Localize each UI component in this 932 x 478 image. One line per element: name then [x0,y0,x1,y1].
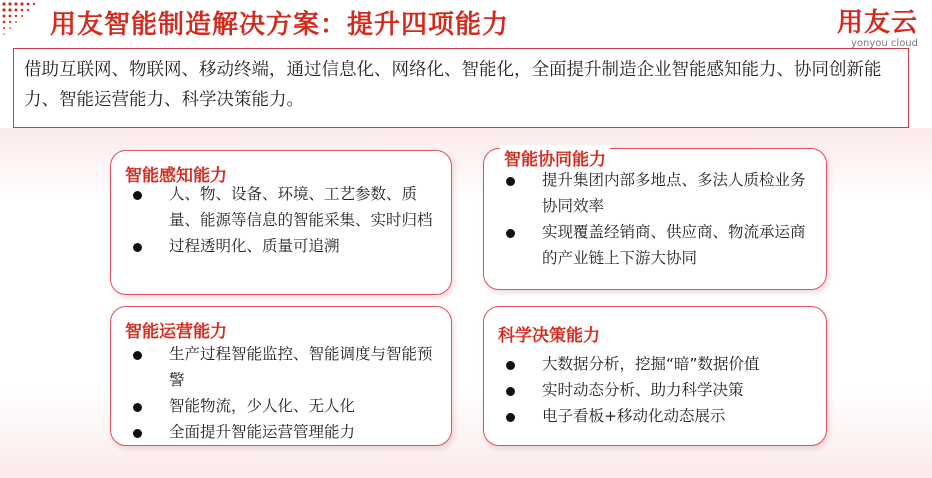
intro-text: 借助互联网、物联网、移动终端，通过信息化、网络化、智能化，全面提升制造企业智能感知能力、协同创新能力、智能运营能力、科学决策能力。 [13,48,909,128]
list-item-text: 过程透明化、质量可追溯 [169,237,340,255]
bullet-icon [506,413,515,422]
card-list [125,341,445,445]
list-item-text: 生产过程智能监控、智能调度与智能预警 [169,345,433,389]
list-item [125,393,445,419]
card-list [125,181,445,259]
logo-text: 用友云 [836,8,918,38]
card-title: 智能运营能力 [125,322,227,342]
logo [837,8,918,50]
list-item [498,377,818,403]
bullet-icon [506,177,515,186]
list-item-text: 实现覆盖经销商、供应商、物流承运商的产业链上下游大协同 [542,223,806,267]
list-item-text: 大数据分析，挖掘“暗”数据价值 [542,355,760,373]
list-item [125,419,445,445]
page-title: 用友智能制造解决方案：提升四项能力 [50,10,510,40]
card-title: 智能感知能力 [125,166,227,186]
list-item [498,351,818,377]
card-title: 智能协同能力 [500,145,610,170]
list-item-text: 人、物、设备、环境、工艺参数、质量、能源等信息的智能采集、实时归档 [169,185,433,229]
list-item-text: 电子看板+移动化动态展示 [542,407,726,425]
card-perception [110,150,452,295]
bullet-icon [133,243,142,252]
list-item [498,167,818,219]
list-item-text: 提升集团内部多地点、多法人质检业务协同效率 [542,171,806,215]
list-item-text: 全面提升智能运营管理能力 [169,423,356,441]
list-item-text: 实时动态分析、助力科学决策 [542,381,744,399]
list-item [498,219,818,271]
card-list [498,167,818,271]
bullet-icon [506,361,515,370]
card-decision [483,306,827,446]
list-item [498,403,818,429]
card-collaboration [483,148,827,290]
list-item-text: 智能物流，少人化、无人化 [169,397,356,415]
list-item [125,341,445,393]
card-list [498,351,818,429]
bullet-icon [133,191,142,200]
bullet-icon [133,429,142,438]
bullet-icon [133,403,142,412]
list-item [125,181,445,233]
bullet-icon [506,387,515,396]
card-operations [110,306,452,446]
list-item [125,233,445,259]
bullet-icon [506,229,515,238]
logo-subtext: yonyou cloud [850,38,918,49]
bullet-icon [133,351,142,360]
card-title: 科学决策能力 [498,326,600,346]
